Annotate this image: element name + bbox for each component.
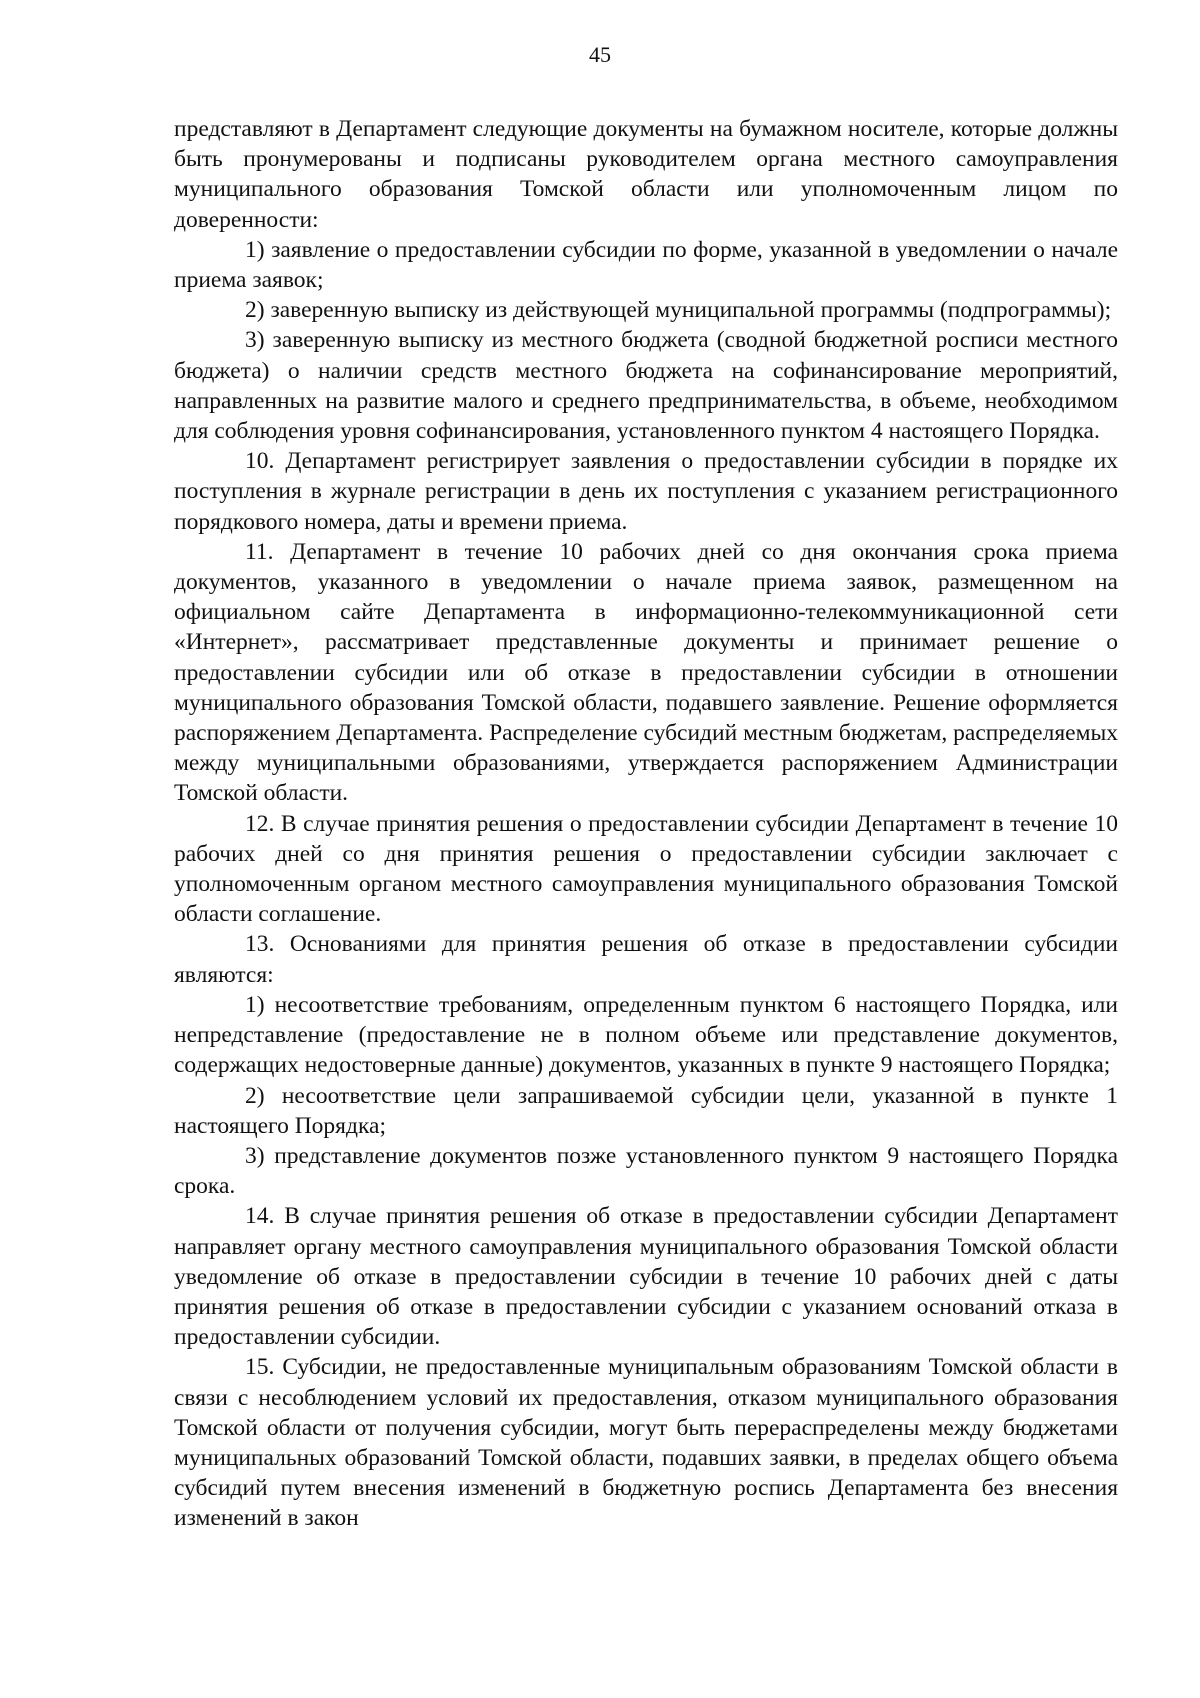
paragraph-item-1: 1) заявление о предоставлении субсидии по форме, указанной в уведомлении о начале приема заявок; [174,236,1118,294]
document-body [174,114,1118,1534]
paragraph-clause-14: 14. В случае принятия решения об отказе в предоставлении субсидии Департамент направляет органу местного самоуправления муниципального образования Томской области уведомление об отказе в предоставлении субсидии в течение 10 рабочих дней с даты принятия решения об отказе в предоставлении субсидии с указанием оснований отказа в предоставлении субсидии. [174,1203,1118,1351]
paragraph-clause-13-item-1: 1) несоответствие требованиям, определенным пунктом 6 настоящего Порядка, или непредставление (предоставление не в полном объеме или представление документов, содержащих недостоверные данные) документов, указанных в пункте 9 настоящего Порядка; [174,991,1118,1079]
paragraph-clause-11: 11. Департамент в течение 10 рабочих дней со дня окончания срока приема документов, указанного в уведомлении о начале приема заявок, размещенном на официальном сайте Департамента в информационно-телекоммуникационной сети «Интернет», рассматривает представленные документы и принимает решение о предоставлении субсидии или об отказе в предоставлении субсидии в отношении муниципального образования Томской области, подавшего заявление. Решение оформляется распоряжением Департамента. Распределение субсидий местным бюджетам, распределяемых между муниципальными образованиями, утверждается распоряжением Администрации Томской области. [174,538,1118,807]
paragraph-clause-13-item-3: 3) представление документов позже установленного пунктом 9 настоящего Порядка срока. [174,1142,1118,1200]
paragraph-clause-13: 13. Основаниями для принятия решения об отказе в предоставлении субсидии являются: [174,931,1118,988]
page-number: 45 [589,42,611,67]
paragraph-clause-10: 10. Департамент регистрирует заявления о предоставлении субсидии в порядке их поступления в журнале регистрации в день их поступления с указанием регистрационного порядкового номера, даты и времени приема. [174,448,1118,535]
paragraph-intro: представляют в Департамент следующие документы на бумажном носителе, которые должны быть пронумерованы и подписаны руководителем органа местного самоуправления муниципального образования Томской области или уполномоченным лицом по доверенности: [174,116,1118,233]
paragraph-item-3: 3) заверенную выписку из местного бюджета (сводной бюджетной росписи местного бюджета) о наличии средств местного бюджета на софинансирование мероприятий, направленных на развитие малого и среднего предпринимательства, в объеме, необходимом для соблюдения уровня софинансирования, установленного пунктом 4 настоящего Порядка. [174,327,1118,445]
paragraph-clause-12: 12. В случае принятия решения о предоставлении субсидии Департамент в течение 10 рабочих дней со дня принятия решения о предоставлении субсидии заключает с уполномоченным органом местного самоуправления муниципального образования Томской области соглашение. [174,810,1118,928]
paragraph-clause-13-item-2: 2) несоответствие цели запрашиваемой субсидии цели, указанной в пункте 1 настоящего Порядка; [174,1082,1118,1139]
paragraph-item-2: 2) заверенную выписку из действующей муниципальной программы (подпрограммы); [245,297,1112,324]
paragraph-clause-15: 15. Субсидии, не предоставленные муниципальным образованиям Томской области в связи с несоблюдением условий их предоставления, отказом муниципального образования Томской области от получения субсидии, могут быть перераспределены между бюджетами муниципальных образований Томской области, подавших заявки, в пределах общего объема субсидий путем внесения изменений в бюджетную роспись Департамента без внесения изменений в закон [174,1354,1118,1532]
